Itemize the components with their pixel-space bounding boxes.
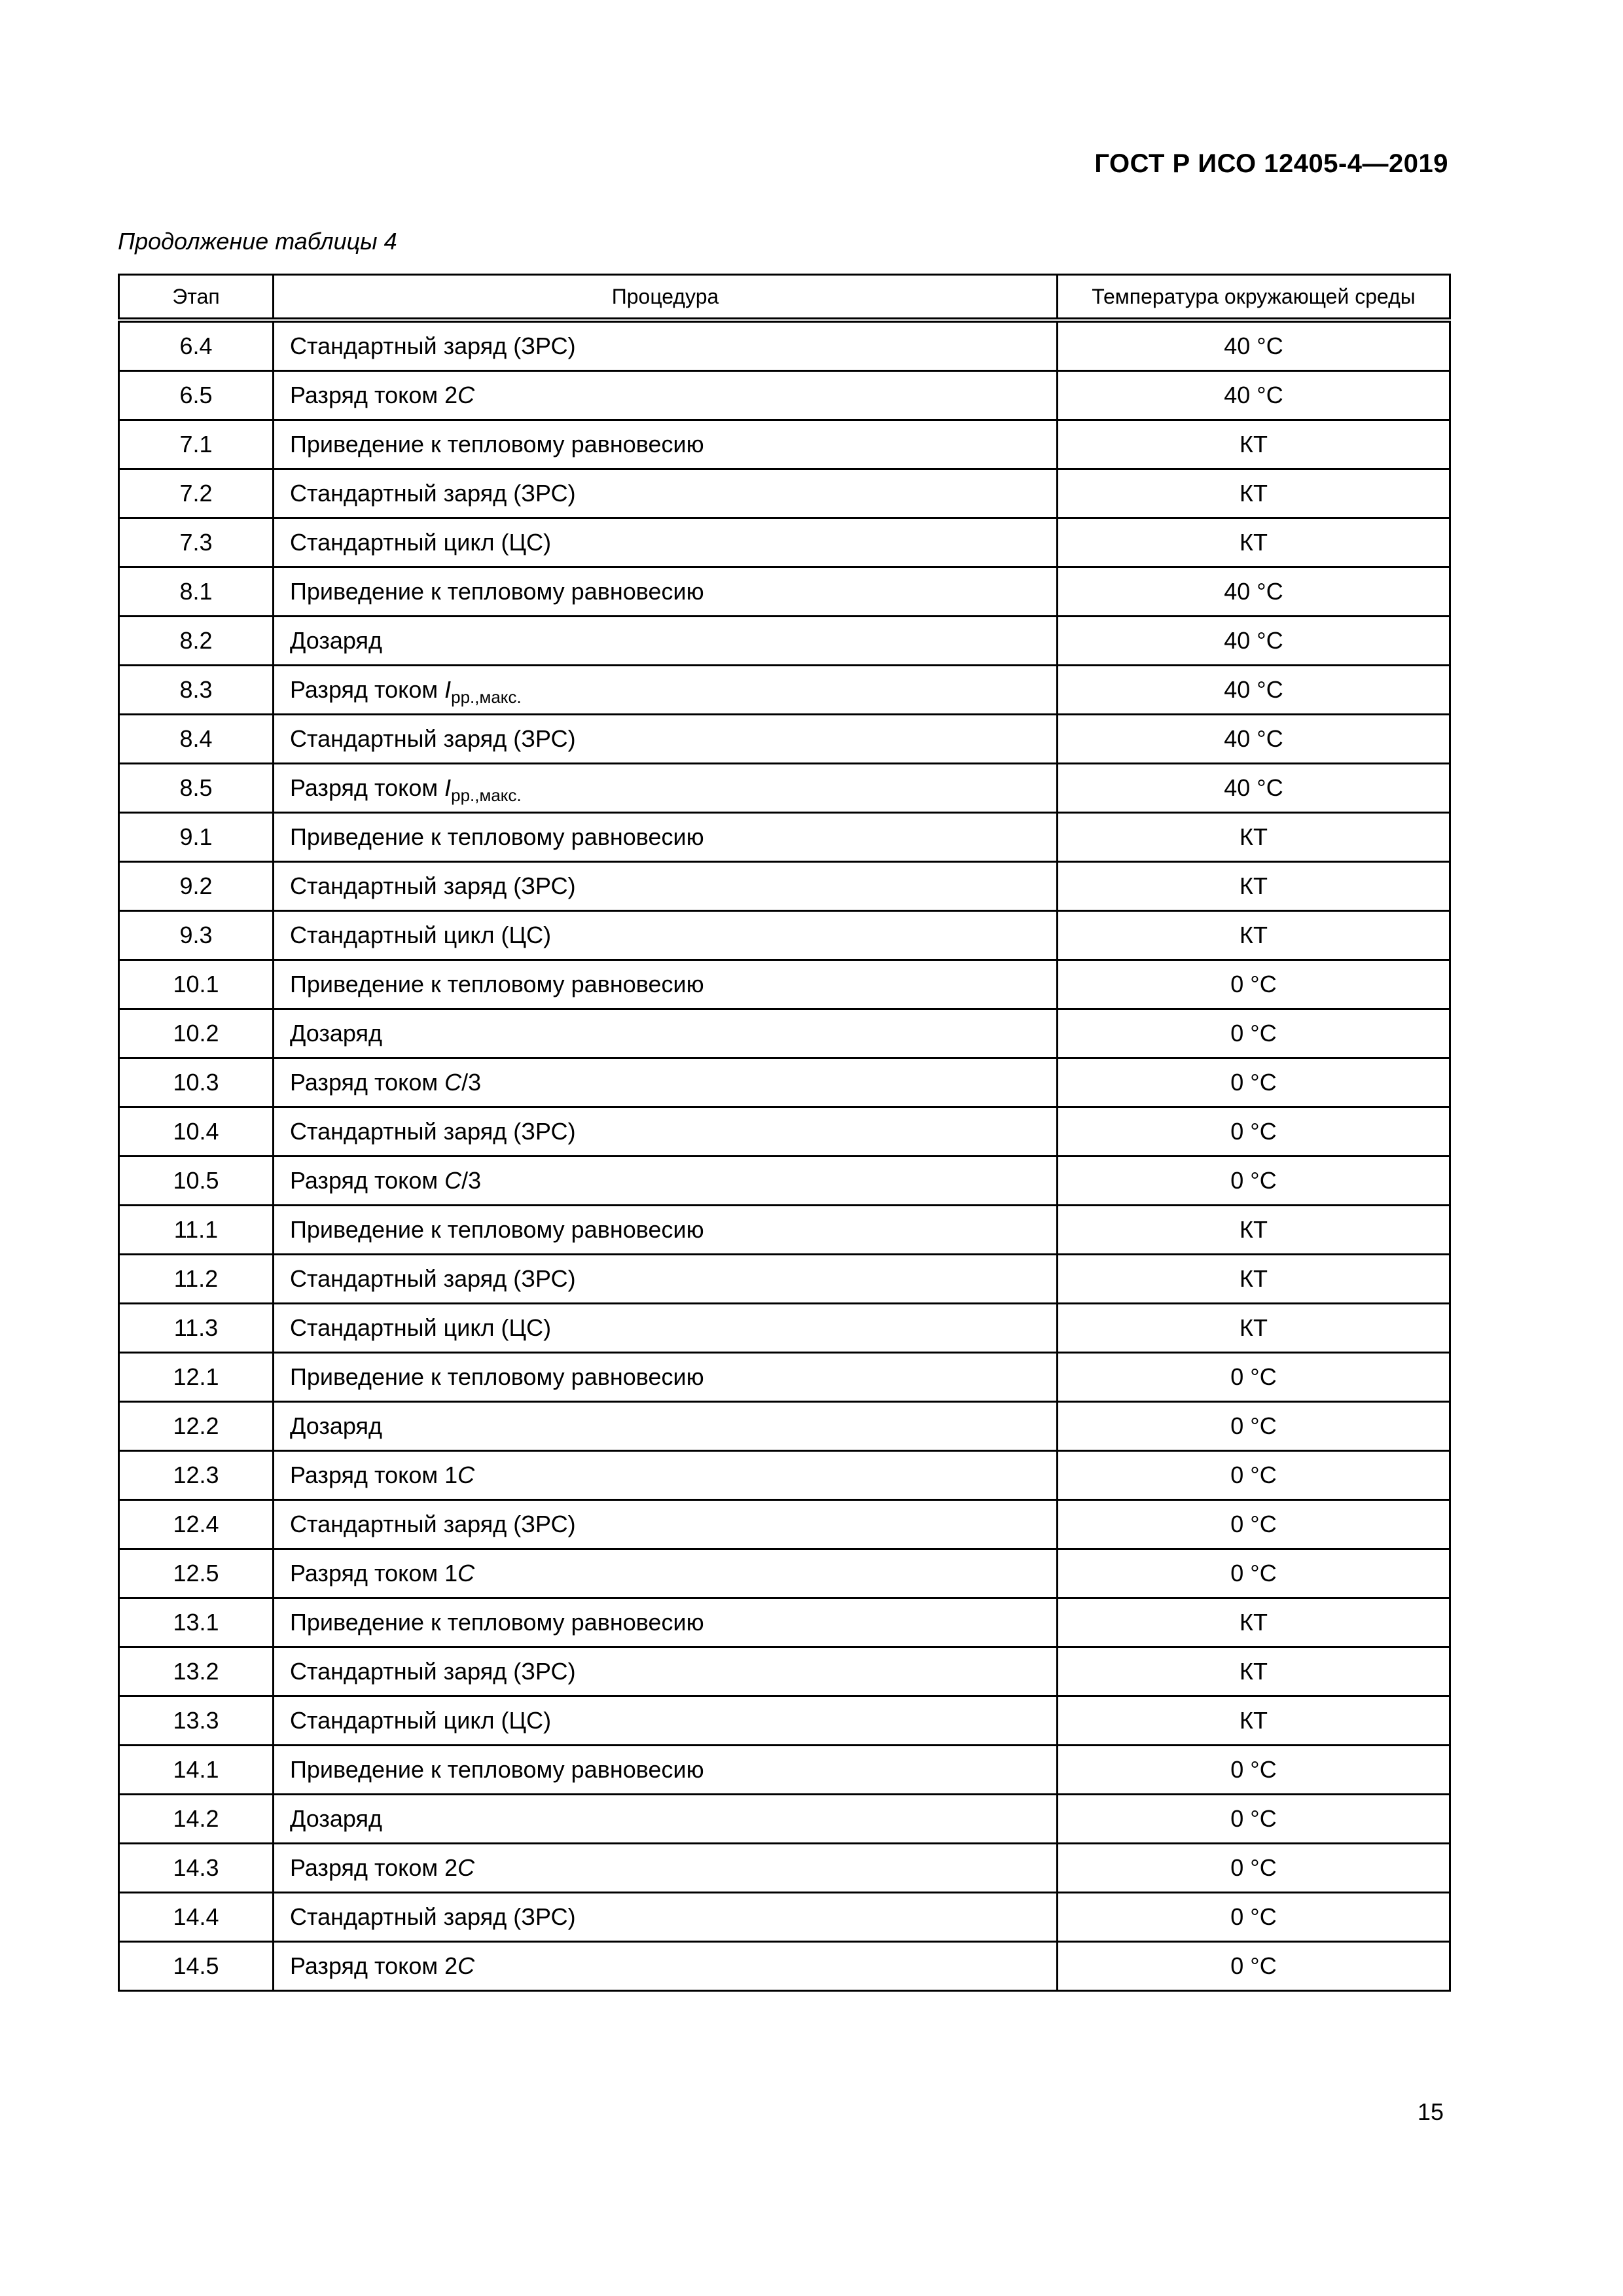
table-row bbox=[119, 960, 1450, 1009]
procedure-cell bbox=[274, 1647, 1058, 1696]
table-row bbox=[119, 1304, 1450, 1353]
procedure-suffix: /3 bbox=[461, 1069, 482, 1096]
procedure-suffix: /3 bbox=[461, 1167, 482, 1194]
table-row bbox=[119, 715, 1450, 764]
procedure-text: Стандартный заряд (ЗРС) bbox=[290, 1511, 576, 1537]
temperature-cell: 40 °С bbox=[1058, 371, 1450, 420]
temperature-cell: 40 °С bbox=[1058, 715, 1450, 764]
table-row bbox=[119, 1058, 1450, 1107]
temperature-cell: КТ bbox=[1058, 1696, 1450, 1746]
procedure-text: Приведение к тепловому равновесию bbox=[290, 971, 704, 997]
temperature-cell: 0 °С bbox=[1058, 1009, 1450, 1058]
table-row bbox=[119, 1746, 1450, 1795]
table-row bbox=[119, 1795, 1450, 1844]
temperature-cell: 40 °С bbox=[1058, 764, 1450, 813]
step-cell: 9.1 bbox=[119, 813, 274, 862]
step-cell: 8.3 bbox=[119, 666, 274, 715]
table-row bbox=[119, 764, 1450, 813]
procedure-text: Разряд током 2 bbox=[290, 1854, 458, 1881]
procedure-cell bbox=[274, 666, 1058, 715]
step-cell: 10.3 bbox=[119, 1058, 274, 1107]
table-row bbox=[119, 1893, 1450, 1942]
procedure-text: Приведение к тепловому равновесию bbox=[290, 823, 704, 850]
step-cell: 6.4 bbox=[119, 320, 274, 371]
step-cell: 12.5 bbox=[119, 1549, 274, 1598]
column-header-procedure: Процедура bbox=[274, 275, 1058, 321]
procedure-text: Приведение к тепловому равновесию bbox=[290, 578, 704, 605]
procedure-text: Дозаряд bbox=[290, 1020, 383, 1047]
table-header-row bbox=[119, 275, 1450, 321]
step-cell: 14.5 bbox=[119, 1942, 274, 1991]
step-cell: 13.1 bbox=[119, 1598, 274, 1647]
step-cell: 12.1 bbox=[119, 1353, 274, 1402]
table-row bbox=[119, 1353, 1450, 1402]
step-cell: 6.5 bbox=[119, 371, 274, 420]
procedure-text: Стандартный заряд (ЗРС) bbox=[290, 1903, 576, 1930]
procedure-symbol: I bbox=[444, 676, 452, 703]
step-cell: 12.3 bbox=[119, 1451, 274, 1500]
temperature-cell: 0 °С bbox=[1058, 1795, 1450, 1844]
temperature-cell: 0 °С bbox=[1058, 1893, 1450, 1942]
procedure-symbol: С bbox=[457, 1952, 475, 1979]
temperature-cell: 40 °С bbox=[1058, 617, 1450, 666]
temperature-cell: 0 °С bbox=[1058, 1942, 1450, 1991]
temperature-cell: КТ bbox=[1058, 420, 1450, 469]
temperature-cell: КТ bbox=[1058, 1598, 1450, 1647]
step-cell: 8.4 bbox=[119, 715, 274, 764]
table-row bbox=[119, 1451, 1450, 1500]
temperature-cell: 0 °С bbox=[1058, 1844, 1450, 1893]
temperature-cell: 40 °С bbox=[1058, 320, 1450, 371]
procedure-text: Стандартный заряд (ЗРС) bbox=[290, 1658, 576, 1685]
procedure-text: Дозаряд bbox=[290, 1805, 383, 1832]
procedure-text: Приведение к тепловому равновесию bbox=[290, 431, 704, 457]
temperature-cell: 0 °С bbox=[1058, 1157, 1450, 1206]
temperature-cell: КТ bbox=[1058, 1206, 1450, 1255]
temperature-cell: 0 °С bbox=[1058, 1402, 1450, 1451]
temperature-cell: 0 °С bbox=[1058, 960, 1450, 1009]
procedure-symbol: С bbox=[457, 382, 475, 408]
procedure-text: Стандартный цикл (ЦС) bbox=[290, 1314, 552, 1341]
temperature-cell: 0 °С bbox=[1058, 1058, 1450, 1107]
procedure-table bbox=[118, 274, 1451, 1992]
step-cell: 7.3 bbox=[119, 518, 274, 567]
table-row bbox=[119, 420, 1450, 469]
temperature-cell: 40 °С bbox=[1058, 567, 1450, 617]
table-row bbox=[119, 617, 1450, 666]
procedure-symbol: С bbox=[457, 1560, 475, 1587]
procedure-cell bbox=[274, 320, 1058, 371]
temperature-cell: 0 °С bbox=[1058, 1107, 1450, 1157]
temperature-cell: 0 °С bbox=[1058, 1353, 1450, 1402]
temperature-cell: КТ bbox=[1058, 469, 1450, 518]
procedure-text: Стандартный заряд (ЗРС) bbox=[290, 332, 576, 359]
table-row bbox=[119, 1549, 1450, 1598]
temperature-cell: КТ bbox=[1058, 1304, 1450, 1353]
procedure-subscript: рр.,макс. bbox=[451, 785, 522, 805]
step-cell: 8.2 bbox=[119, 617, 274, 666]
table-row bbox=[119, 1009, 1450, 1058]
procedure-text: Разряд током bbox=[290, 774, 445, 801]
procedure-cell bbox=[274, 715, 1058, 764]
procedure-cell bbox=[274, 1549, 1058, 1598]
step-cell: 12.4 bbox=[119, 1500, 274, 1549]
procedure-symbol: С bbox=[444, 1069, 462, 1096]
table-row bbox=[119, 813, 1450, 862]
procedure-cell bbox=[274, 1795, 1058, 1844]
procedure-cell bbox=[274, 1942, 1058, 1991]
step-cell: 8.5 bbox=[119, 764, 274, 813]
temperature-cell: 40 °С bbox=[1058, 666, 1450, 715]
procedure-symbol: С bbox=[457, 1854, 475, 1881]
procedure-text: Приведение к тепловому равновесию bbox=[290, 1216, 704, 1243]
procedure-text: Приведение к тепловому равновесию bbox=[290, 1756, 704, 1783]
procedure-text: Стандартный цикл (ЦС) bbox=[290, 922, 552, 948]
step-cell: 9.2 bbox=[119, 862, 274, 911]
table-row bbox=[119, 518, 1450, 567]
document-code: ГОСТ Р ИСО 12405-4—2019 bbox=[1094, 149, 1448, 178]
step-cell: 7.2 bbox=[119, 469, 274, 518]
page-number: 15 bbox=[1417, 2098, 1444, 2125]
procedure-cell bbox=[274, 518, 1058, 567]
temperature-cell: 0 °С bbox=[1058, 1500, 1450, 1549]
procedure-cell bbox=[274, 911, 1058, 960]
table-row bbox=[119, 1942, 1450, 1991]
temperature-cell: КТ bbox=[1058, 1255, 1450, 1304]
table-row bbox=[119, 567, 1450, 617]
table-row bbox=[119, 1107, 1450, 1157]
temperature-cell: 0 °С bbox=[1058, 1746, 1450, 1795]
procedure-cell bbox=[274, 1451, 1058, 1500]
step-cell: 10.1 bbox=[119, 960, 274, 1009]
procedure-cell bbox=[274, 371, 1058, 420]
procedure-cell bbox=[274, 1598, 1058, 1647]
step-cell: 14.4 bbox=[119, 1893, 274, 1942]
procedure-cell bbox=[274, 1206, 1058, 1255]
temperature-cell: КТ bbox=[1058, 862, 1450, 911]
step-cell: 7.1 bbox=[119, 420, 274, 469]
table-body bbox=[119, 320, 1450, 1991]
table-row bbox=[119, 1647, 1450, 1696]
procedure-cell bbox=[274, 420, 1058, 469]
table-row bbox=[119, 469, 1450, 518]
table-row bbox=[119, 1696, 1450, 1746]
procedure-text: Разряд током bbox=[290, 676, 445, 703]
column-header-temperature: Температура окружающей среды bbox=[1058, 275, 1450, 321]
procedure-symbol: С bbox=[444, 1167, 462, 1194]
step-cell: 10.2 bbox=[119, 1009, 274, 1058]
table-row bbox=[119, 1500, 1450, 1549]
procedure-text: Дозаряд bbox=[290, 627, 383, 654]
temperature-cell: КТ bbox=[1058, 518, 1450, 567]
procedure-cell bbox=[274, 567, 1058, 617]
table-row bbox=[119, 1402, 1450, 1451]
step-cell: 14.1 bbox=[119, 1746, 274, 1795]
procedure-text: Приведение к тепловому равновесию bbox=[290, 1363, 704, 1390]
procedure-text: Разряд током bbox=[290, 1069, 445, 1096]
procedure-cell bbox=[274, 1353, 1058, 1402]
step-cell: 11.2 bbox=[119, 1255, 274, 1304]
procedure-cell bbox=[274, 1893, 1058, 1942]
step-cell: 11.1 bbox=[119, 1206, 274, 1255]
procedure-cell bbox=[274, 1304, 1058, 1353]
table-row bbox=[119, 320, 1450, 371]
column-header-step: Этап bbox=[119, 275, 274, 321]
procedure-text: Разряд током bbox=[290, 1167, 445, 1194]
procedure-text: Стандартный заряд (ЗРС) bbox=[290, 480, 576, 507]
procedure-text: Разряд током 1 bbox=[290, 1462, 458, 1488]
procedure-text: Дозаряд bbox=[290, 1412, 383, 1439]
procedure-text: Разряд током 2 bbox=[290, 1952, 458, 1979]
procedure-cell bbox=[274, 1058, 1058, 1107]
procedure-cell bbox=[274, 1746, 1058, 1795]
procedure-text: Стандартный заряд (ЗРС) bbox=[290, 1118, 576, 1145]
procedure-cell bbox=[274, 960, 1058, 1009]
procedure-text: Разряд током 2 bbox=[290, 382, 458, 408]
temperature-cell: КТ bbox=[1058, 1647, 1450, 1696]
table-row bbox=[119, 1255, 1450, 1304]
procedure-cell bbox=[274, 469, 1058, 518]
table-row bbox=[119, 1157, 1450, 1206]
temperature-cell: 0 °С bbox=[1058, 1549, 1450, 1598]
procedure-text: Стандартный цикл (ЦС) bbox=[290, 1707, 552, 1734]
step-cell: 11.3 bbox=[119, 1304, 274, 1353]
table-row bbox=[119, 666, 1450, 715]
procedure-symbol: I bbox=[444, 774, 452, 801]
procedure-text: Стандартный заряд (ЗРС) bbox=[290, 1265, 576, 1292]
table-row bbox=[119, 862, 1450, 911]
procedure-text: Стандартный заряд (ЗРС) bbox=[290, 725, 576, 752]
table-caption: Продолжение таблицы 4 bbox=[118, 228, 397, 255]
step-cell: 13.3 bbox=[119, 1696, 274, 1746]
table-row bbox=[119, 1206, 1450, 1255]
table-row bbox=[119, 371, 1450, 420]
procedure-text: Стандартный заряд (ЗРС) bbox=[290, 872, 576, 899]
step-cell: 9.3 bbox=[119, 911, 274, 960]
step-cell: 14.3 bbox=[119, 1844, 274, 1893]
procedure-cell bbox=[274, 1107, 1058, 1157]
step-cell: 13.2 bbox=[119, 1647, 274, 1696]
procedure-cell bbox=[274, 862, 1058, 911]
procedure-cell bbox=[274, 1157, 1058, 1206]
procedure-cell bbox=[274, 617, 1058, 666]
table-row bbox=[119, 911, 1450, 960]
table-row bbox=[119, 1598, 1450, 1647]
procedure-cell bbox=[274, 764, 1058, 813]
temperature-cell: КТ bbox=[1058, 911, 1450, 960]
procedure-text: Стандартный цикл (ЦС) bbox=[290, 529, 552, 556]
step-cell: 14.2 bbox=[119, 1795, 274, 1844]
procedure-text: Разряд током 1 bbox=[290, 1560, 458, 1587]
procedure-symbol: С bbox=[457, 1462, 475, 1488]
procedure-cell bbox=[274, 1696, 1058, 1746]
temperature-cell: КТ bbox=[1058, 813, 1450, 862]
procedure-cell bbox=[274, 1009, 1058, 1058]
temperature-cell: 0 °С bbox=[1058, 1451, 1450, 1500]
step-cell: 12.2 bbox=[119, 1402, 274, 1451]
step-cell: 8.1 bbox=[119, 567, 274, 617]
table-row bbox=[119, 1844, 1450, 1893]
procedure-cell bbox=[274, 1844, 1058, 1893]
procedure-cell bbox=[274, 1255, 1058, 1304]
procedure-cell bbox=[274, 1500, 1058, 1549]
step-cell: 10.5 bbox=[119, 1157, 274, 1206]
procedure-cell bbox=[274, 813, 1058, 862]
procedure-text: Приведение к тепловому равновесию bbox=[290, 1609, 704, 1636]
step-cell: 10.4 bbox=[119, 1107, 274, 1157]
procedure-cell bbox=[274, 1402, 1058, 1451]
procedure-subscript: рр.,макс. bbox=[451, 687, 522, 707]
